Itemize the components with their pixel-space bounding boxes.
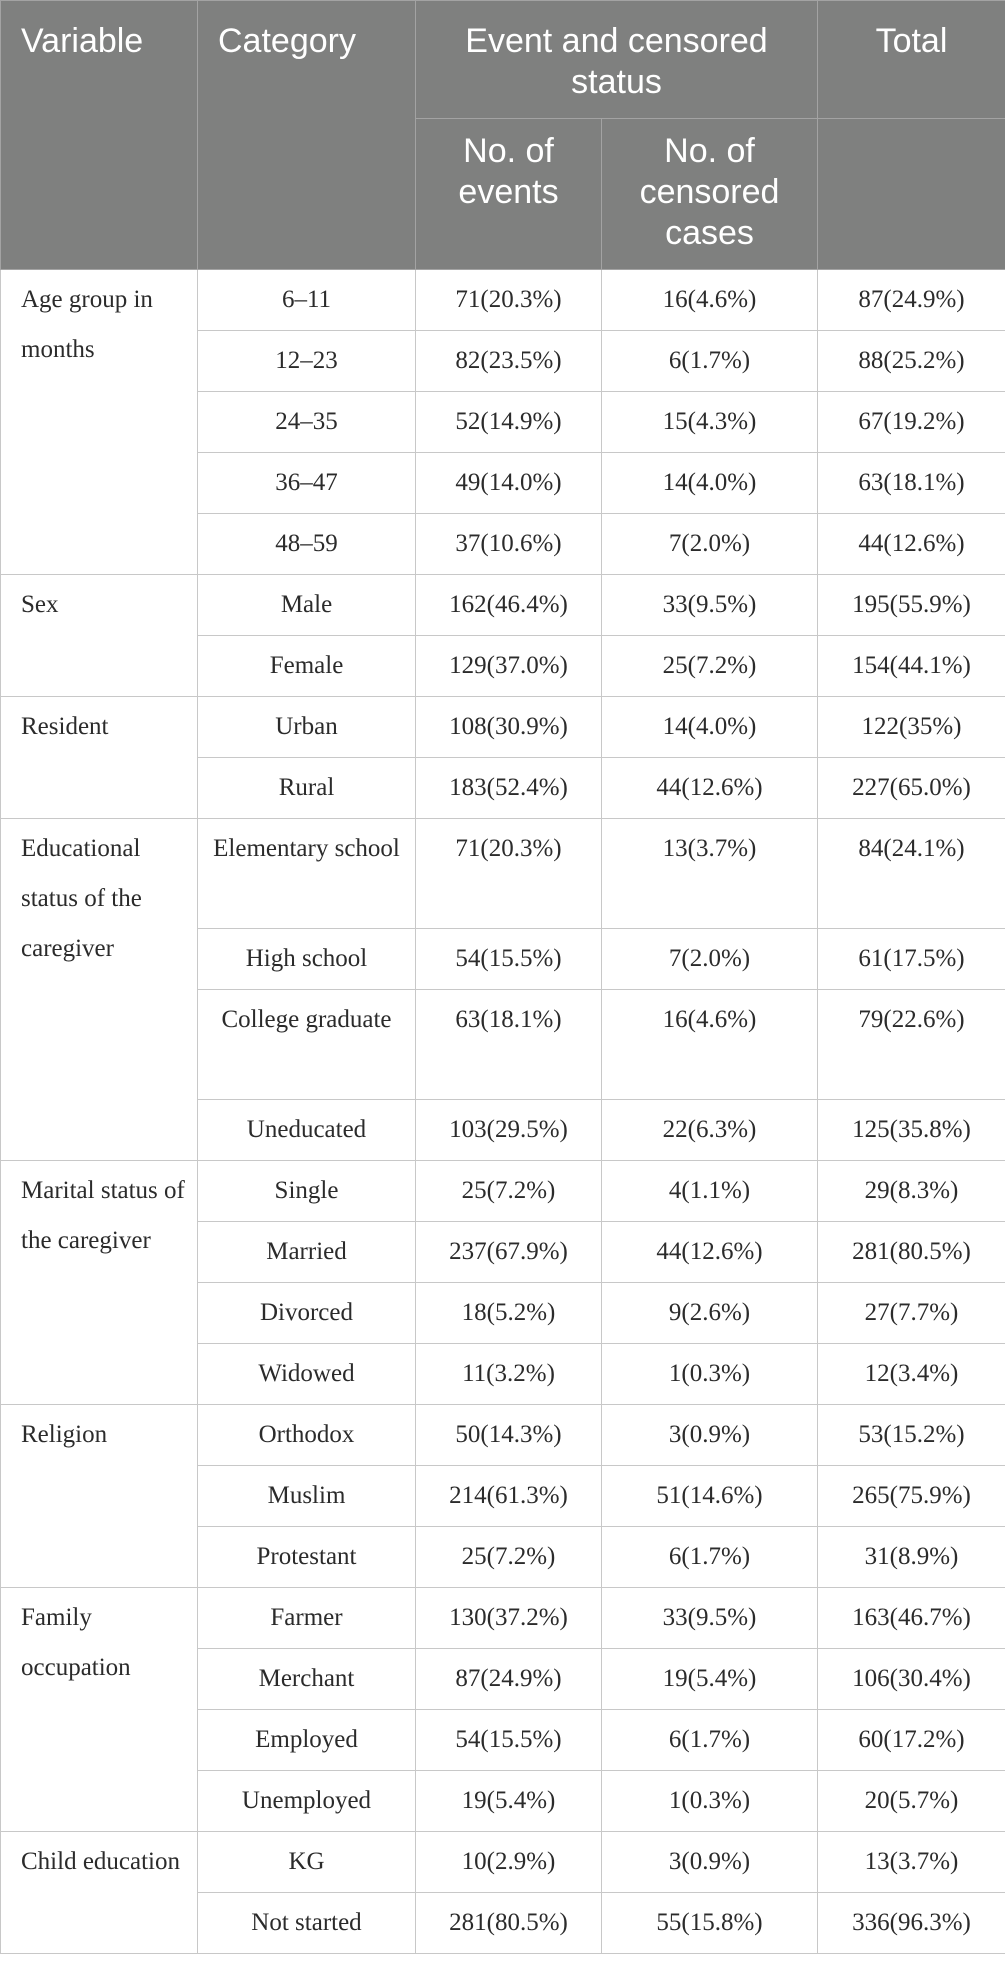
- table-row: [1, 819, 1005, 929]
- category-cell: Elementary school: [198, 819, 416, 929]
- total-cell: 265(75.9%): [818, 1466, 1005, 1527]
- events-cell: 18(5.2%): [416, 1283, 602, 1344]
- events-cell: 71(20.3%): [416, 819, 602, 929]
- censored-cell: 6(1.7%): [602, 331, 818, 392]
- censored-cell: 25(7.2%): [602, 636, 818, 697]
- header-events: No. of events: [416, 119, 602, 270]
- header-total: Total: [818, 1, 1005, 119]
- total-cell: 67(19.2%): [818, 392, 1005, 453]
- censored-cell: 6(1.7%): [602, 1710, 818, 1771]
- category-cell: Single: [198, 1161, 416, 1222]
- events-cell: 19(5.4%): [416, 1771, 602, 1832]
- events-cell: 130(37.2%): [416, 1588, 602, 1649]
- category-cell: Urban: [198, 697, 416, 758]
- total-cell: 154(44.1%): [818, 636, 1005, 697]
- events-cell: 214(61.3%): [416, 1466, 602, 1527]
- category-cell: Orthodox: [198, 1405, 416, 1466]
- header-total-blank: [818, 119, 1005, 270]
- total-cell: 63(18.1%): [818, 453, 1005, 514]
- total-cell: 122(35%): [818, 697, 1005, 758]
- censored-cell: 44(12.6%): [602, 758, 818, 819]
- table-row: [1, 1405, 1005, 1466]
- total-cell: 20(5.7%): [818, 1771, 1005, 1832]
- category-cell: 36–47: [198, 453, 416, 514]
- total-cell: 13(3.7%): [818, 1832, 1005, 1893]
- table-header: [1, 1, 1005, 270]
- total-cell: 60(17.2%): [818, 1710, 1005, 1771]
- censored-cell: 55(15.8%): [602, 1893, 818, 1954]
- variable-cell: Educational status of the caregiver: [1, 819, 198, 1161]
- total-cell: 29(8.3%): [818, 1161, 1005, 1222]
- variable-cell: Marital status of the caregiver: [1, 1161, 198, 1405]
- category-cell: Divorced: [198, 1283, 416, 1344]
- total-cell: 125(35.8%): [818, 1100, 1005, 1161]
- variable-cell: Age group in months: [1, 270, 198, 575]
- table-row: [1, 575, 1005, 636]
- censored-cell: 16(4.6%): [602, 990, 818, 1100]
- events-cell: 281(80.5%): [416, 1893, 602, 1954]
- category-cell: 12–23: [198, 331, 416, 392]
- events-cell: 63(18.1%): [416, 990, 602, 1100]
- censored-cell: 19(5.4%): [602, 1649, 818, 1710]
- events-cell: 108(30.9%): [416, 697, 602, 758]
- censored-cell: 3(0.9%): [602, 1405, 818, 1466]
- category-cell: Protestant: [198, 1527, 416, 1588]
- category-cell: 48–59: [198, 514, 416, 575]
- events-cell: 25(7.2%): [416, 1527, 602, 1588]
- total-cell: 12(3.4%): [818, 1344, 1005, 1405]
- table-row: [1, 697, 1005, 758]
- header-category: Category: [198, 1, 416, 270]
- censored-cell: 33(9.5%): [602, 575, 818, 636]
- header-censored: No. of censored cases: [602, 119, 818, 270]
- header-event-group: Event and censored status: [416, 1, 818, 119]
- total-cell: 106(30.4%): [818, 1649, 1005, 1710]
- category-cell: 6–11: [198, 270, 416, 331]
- events-cell: 129(37.0%): [416, 636, 602, 697]
- censored-cell: 44(12.6%): [602, 1222, 818, 1283]
- category-cell: Farmer: [198, 1588, 416, 1649]
- total-cell: 84(24.1%): [818, 819, 1005, 929]
- total-cell: 44(12.6%): [818, 514, 1005, 575]
- events-cell: 11(3.2%): [416, 1344, 602, 1405]
- category-cell: Muslim: [198, 1466, 416, 1527]
- censored-cell: 14(4.0%): [602, 697, 818, 758]
- category-cell: Rural: [198, 758, 416, 819]
- censored-cell: 1(0.3%): [602, 1771, 818, 1832]
- censored-cell: 9(2.6%): [602, 1283, 818, 1344]
- total-cell: 53(15.2%): [818, 1405, 1005, 1466]
- category-cell: KG: [198, 1832, 416, 1893]
- events-cell: 52(14.9%): [416, 392, 602, 453]
- category-cell: Merchant: [198, 1649, 416, 1710]
- category-cell: Widowed: [198, 1344, 416, 1405]
- table-row: [1, 1588, 1005, 1649]
- events-cell: 54(15.5%): [416, 929, 602, 990]
- total-cell: 88(25.2%): [818, 331, 1005, 392]
- category-cell: Married: [198, 1222, 416, 1283]
- total-cell: 195(55.9%): [818, 575, 1005, 636]
- censored-cell: 7(2.0%): [602, 514, 818, 575]
- category-cell: Employed: [198, 1710, 416, 1771]
- censored-cell: 6(1.7%): [602, 1527, 818, 1588]
- events-cell: 25(7.2%): [416, 1161, 602, 1222]
- variable-cell: Family occupation: [1, 1588, 198, 1832]
- events-cell: 103(29.5%): [416, 1100, 602, 1161]
- table-row: [1, 1161, 1005, 1222]
- total-cell: 336(96.3%): [818, 1893, 1005, 1954]
- total-cell: 163(46.7%): [818, 1588, 1005, 1649]
- category-cell: College graduate: [198, 990, 416, 1100]
- total-cell: 79(22.6%): [818, 990, 1005, 1100]
- total-cell: 281(80.5%): [818, 1222, 1005, 1283]
- category-cell: 24–35: [198, 392, 416, 453]
- events-cell: 87(24.9%): [416, 1649, 602, 1710]
- total-cell: 31(8.9%): [818, 1527, 1005, 1588]
- censored-cell: 33(9.5%): [602, 1588, 818, 1649]
- total-cell: 27(7.7%): [818, 1283, 1005, 1344]
- censored-cell: 4(1.1%): [602, 1161, 818, 1222]
- censored-cell: 7(2.0%): [602, 929, 818, 990]
- censored-cell: 14(4.0%): [602, 453, 818, 514]
- events-cell: 71(20.3%): [416, 270, 602, 331]
- category-cell: Male: [198, 575, 416, 636]
- header-variable: Variable: [1, 1, 198, 270]
- events-cell: 54(15.5%): [416, 1710, 602, 1771]
- category-cell: Unemployed: [198, 1771, 416, 1832]
- events-cell: 49(14.0%): [416, 453, 602, 514]
- variable-cell: Religion: [1, 1405, 198, 1588]
- category-cell: Female: [198, 636, 416, 697]
- events-cell: 162(46.4%): [416, 575, 602, 636]
- censored-cell: 1(0.3%): [602, 1344, 818, 1405]
- total-cell: 61(17.5%): [818, 929, 1005, 990]
- censored-cell: 51(14.6%): [602, 1466, 818, 1527]
- total-cell: 227(65.0%): [818, 758, 1005, 819]
- category-cell: High school: [198, 929, 416, 990]
- table-row: [1, 1832, 1005, 1893]
- censored-cell: 16(4.6%): [602, 270, 818, 331]
- header-row-1: [1, 1, 1005, 119]
- table-body: [1, 270, 1005, 1954]
- censored-cell: 15(4.3%): [602, 392, 818, 453]
- category-cell: Uneducated: [198, 1100, 416, 1161]
- events-cell: 183(52.4%): [416, 758, 602, 819]
- variable-cell: Child education: [1, 1832, 198, 1954]
- table-row: [1, 270, 1005, 331]
- events-cell: 237(67.9%): [416, 1222, 602, 1283]
- events-cell: 82(23.5%): [416, 331, 602, 392]
- censored-cell: 3(0.9%): [602, 1832, 818, 1893]
- variable-cell: Sex: [1, 575, 198, 697]
- censored-cell: 13(3.7%): [602, 819, 818, 929]
- category-cell: Not started: [198, 1893, 416, 1954]
- censored-cell: 22(6.3%): [602, 1100, 818, 1161]
- events-cell: 37(10.6%): [416, 514, 602, 575]
- events-cell: 50(14.3%): [416, 1405, 602, 1466]
- total-cell: 87(24.9%): [818, 270, 1005, 331]
- variable-cell: Resident: [1, 697, 198, 819]
- events-cell: 10(2.9%): [416, 1832, 602, 1893]
